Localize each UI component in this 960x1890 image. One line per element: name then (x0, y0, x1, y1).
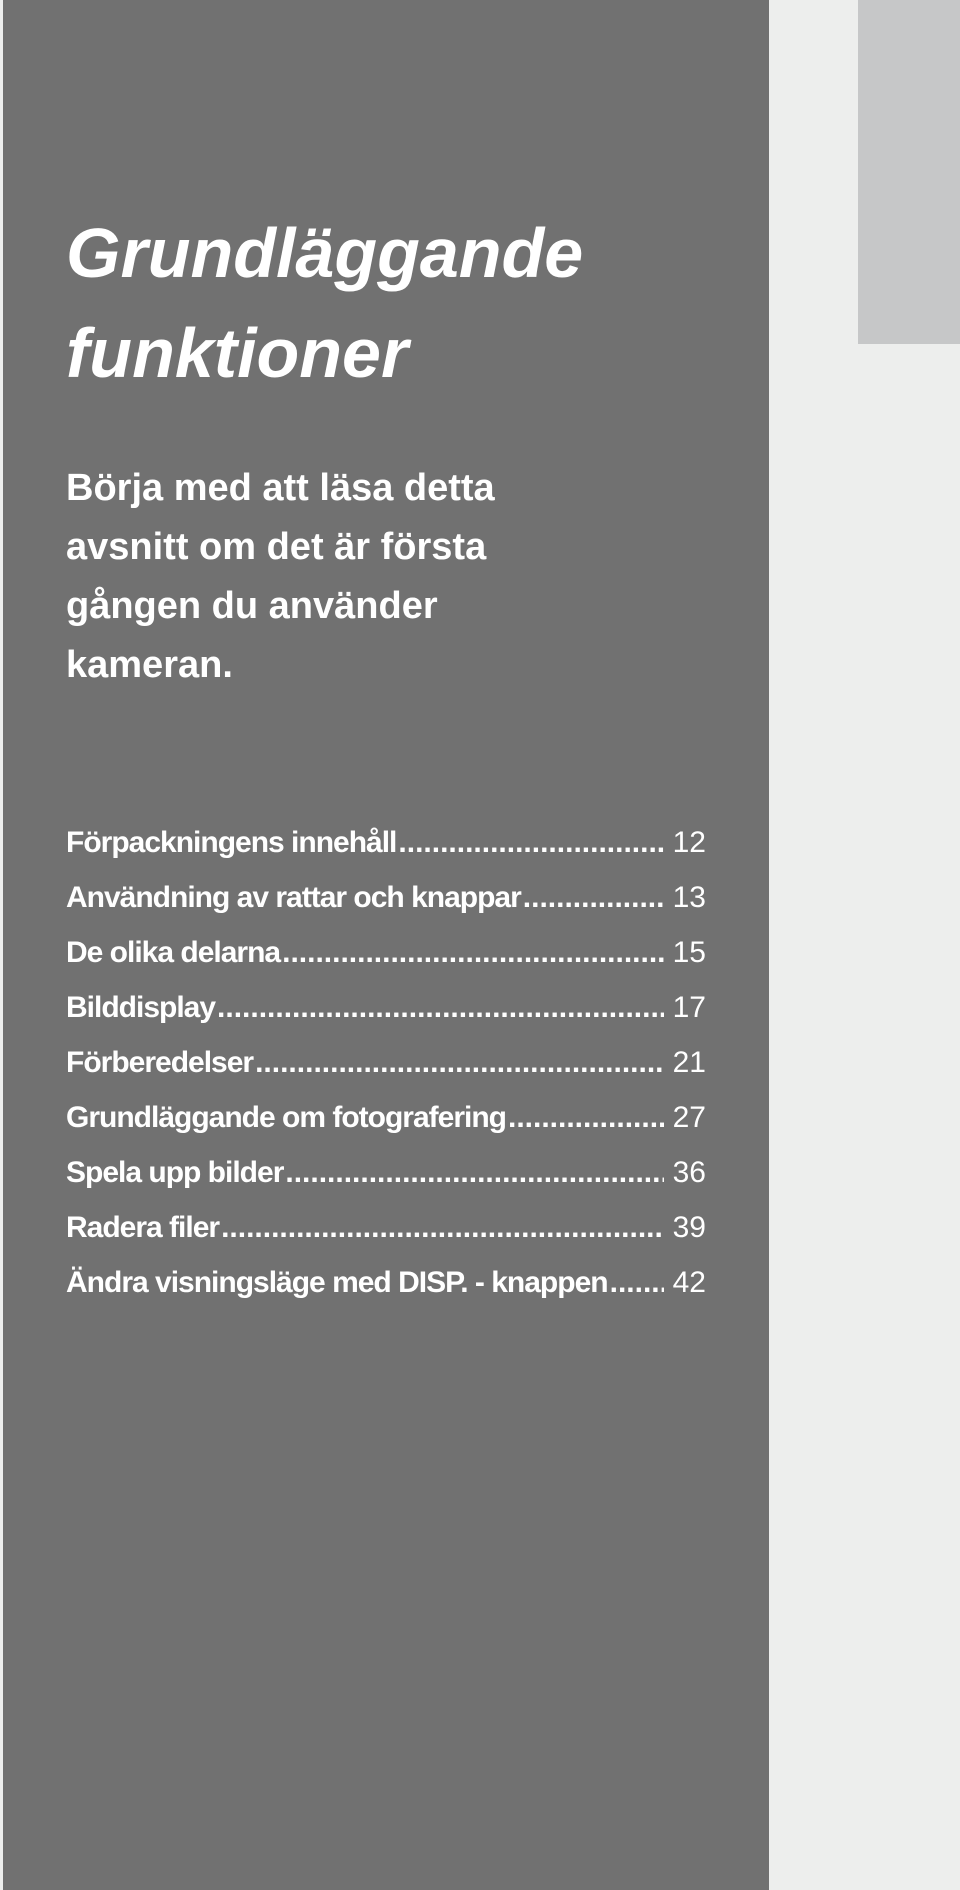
toc-item-label: Grundläggande om fotografering (66, 1101, 506, 1134)
toc-leader-dots (508, 1090, 664, 1145)
chapter-intro-line-4: kameran. (66, 644, 233, 686)
chapter-tab (858, 0, 960, 344)
toc-item-label: Bilddisplay (66, 991, 216, 1024)
toc-page-number: 12 (672, 826, 706, 859)
toc-leader-dots (217, 980, 664, 1035)
toc-item-display[interactable] (66, 980, 706, 1035)
toc-leader-dots (221, 1200, 664, 1255)
chapter-intro (66, 459, 706, 695)
toc-item-label: Användning av rattar och knappar (66, 881, 521, 914)
toc-page-number: 27 (672, 1101, 706, 1134)
toc-page-number: 13 (672, 881, 706, 914)
chapter-title-line-1: Grundläggande (66, 214, 584, 292)
chapter-intro-line-3: gången du använder (66, 585, 438, 627)
toc-page-number: 21 (672, 1046, 706, 1079)
toc-item-label: Spela upp bilder (66, 1156, 284, 1189)
toc-item-label: Ändra visningsläge med DISP. - knappen (66, 1266, 608, 1299)
chapter-title-line-2: funktioner (66, 314, 409, 392)
toc-page-number: 15 (672, 936, 706, 969)
chapter-intro-line-1: Börja med att läsa detta (66, 467, 495, 509)
chapter-title (66, 203, 746, 403)
toc-item-dials-buttons[interactable] (66, 870, 706, 925)
toc-leader-dots (398, 815, 664, 870)
toc-page-number: 17 (672, 991, 706, 1024)
toc-item-delete-files[interactable] (66, 1200, 706, 1255)
toc-leader-dots (282, 925, 664, 980)
toc-page-number: 36 (672, 1156, 706, 1189)
toc-item-shooting-basics[interactable] (66, 1090, 706, 1145)
toc-item-label: De olika delarna (66, 936, 281, 969)
toc-leader-dots (255, 1035, 664, 1090)
toc-leader-dots (523, 870, 664, 925)
toc-item-label: Radera filer (66, 1211, 220, 1244)
toc-item-contents[interactable] (66, 815, 706, 870)
toc-item-preparations[interactable] (66, 1035, 706, 1090)
toc-item-label: Förpackningens innehåll (66, 826, 397, 859)
toc-item-display-mode[interactable] (66, 1255, 706, 1310)
toc-page-number: 42 (672, 1266, 706, 1299)
chapter-intro-line-2: avsnitt om det är första (66, 526, 487, 568)
table-of-contents (66, 815, 706, 1310)
toc-item-label: Förberedelser (66, 1046, 254, 1079)
toc-leader-dots (610, 1255, 664, 1310)
toc-item-parts[interactable] (66, 925, 706, 980)
toc-page-number: 39 (672, 1211, 706, 1244)
toc-item-playback[interactable] (66, 1145, 706, 1200)
toc-leader-dots (285, 1145, 664, 1200)
